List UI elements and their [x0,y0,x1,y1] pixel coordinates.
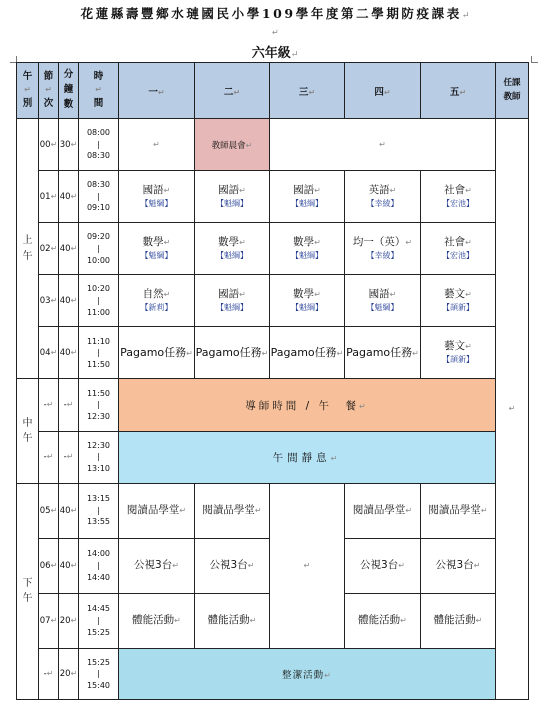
period-number: 01↵ [39,171,59,223]
schedule-cell: 均一（英）↵ 【幸綾】 [345,223,421,275]
schedule-cell: 閱讀品學堂↵ [119,483,195,538]
header-row [17,63,529,119]
schedule-cell: Pagamo任務↵ [270,327,345,379]
schedule-cell: Pagamo任務↵ [345,327,421,379]
header-sub-teacher: 任課 教師 [496,63,529,119]
schedule-cell: 閱讀品學堂↵ [345,483,421,538]
schedule-cell: 數學↵ 【魁綱】 [119,223,195,275]
schedule-cell: 自然↵ 【新莉】 [119,275,195,327]
document-title: 花蓮縣壽豐鄉水璉國民小學109學年度第二學期防疫課表↵ [80,6,470,21]
period-time: 13:15 | 13:55 [79,483,119,538]
grade-title: 六年級↵ [251,46,299,61]
header-time: 時 ↵ 間 [79,63,119,119]
period-number: 04↵ [39,327,59,379]
period-minutes: -↵ [59,431,79,483]
schedule-cell: 社會↵ 【宏池】 [421,223,496,275]
schedule-cell-lunch: 導師時間 / 午 餐↵ [119,379,496,431]
period-minutes: 40↵ [59,275,79,327]
schedule-cell: 閱讀品學堂↵ [195,483,270,538]
period-time: 11:10 | 11:50 [79,327,119,379]
period-minutes: -↵ [59,379,79,431]
schedule-cell: 體能活動↵ [421,593,496,648]
section-noon: 中 午 [17,379,39,483]
period-time: 12:30 | 13:10 [79,431,119,483]
table-row [17,119,529,171]
period-minutes: 40↵ [59,538,79,593]
period-number: 02↵ [39,223,59,275]
paragraph-mark: ↵ [461,11,470,21]
period-number: 05↵ [39,483,59,538]
schedule-cell: 英語↵ 【幸綾】 [345,171,421,223]
table-row [17,223,529,275]
paragraph-mark: ↵ [272,28,279,37]
schedule-cell: 數學↵ 【魁綱】 [195,223,270,275]
period-time: 08:30 | 09:10 [79,171,119,223]
period-time: 14:45 | 15:25 [79,593,119,648]
schedule-cell: 藝文↵ 【頡新】 [421,275,496,327]
schedule-cell: 社會↵ 【宏池】 [421,171,496,223]
section-morning: 上 午 [17,119,39,379]
header-period-no: 節 ↵ 次 [39,63,59,119]
schedule-cell-meeting: 教師晨會↵ [195,119,270,171]
schedule-cell: 體能活動↵ [345,593,421,648]
period-minutes: 20↵ [59,593,79,648]
period-time: 14:00 | 14:40 [79,538,119,593]
header-day-fri: 五↵ [421,63,496,119]
header-minutes: 分 鐘 數 [59,63,79,119]
period-minutes: 40↵ [59,483,79,538]
period-time: 09:20 | 10:00 [79,223,119,275]
schedule-cell: 公視3台↵ [421,538,496,593]
period-minutes: 30↵ [59,119,79,171]
header-day-mon: 一↵ [119,63,195,119]
schedule-cell: 公視3台↵ [195,538,270,593]
period-time: 11:50 | 12:30 [79,379,119,431]
timetable [16,62,529,700]
period-number: 00↵ [39,119,59,171]
header-day-thu: 四↵ [345,63,421,119]
period-number: 03↵ [39,275,59,327]
schedule-cell: 國語↵ 【魁綱】 [195,275,270,327]
period-number: 06↵ [39,538,59,593]
period-minutes: 40↵ [59,327,79,379]
schedule-cell: 公視3台↵ [119,538,195,593]
schedule-cell-empty: ↵ [270,483,345,648]
schedule-cell-cleanup: 整潔活動↵ [119,648,496,699]
schedule-cell: 體能活動↵ [119,593,195,648]
section-afternoon: 下 午 [17,483,39,699]
paragraph-mark: ↵ [290,50,299,60]
schedule-cell-empty: ↵ [270,119,496,171]
period-time: 15:25 | 15:40 [79,648,119,699]
period-time: 08:00 | 08:30 [79,119,119,171]
schedule-cell: 藝文↵ 【頡新】 [421,327,496,379]
schedule-cell: 公視3台↵ [345,538,421,593]
schedule-cell: 國語↵ 【魁綱】 [195,171,270,223]
schedule-cell: 數學↵ 【魁綱】 [270,275,345,327]
table-row [17,648,529,699]
schedule-cell: 體能活動↵ [195,593,270,648]
header-period-group: 午 ↵ 別 [17,63,39,119]
schedule-cell: 閱讀品學堂↵ [421,483,496,538]
table-row [17,171,529,223]
schedule-cell: Pagamo任務↵ [195,327,270,379]
period-minutes: 40↵ [59,223,79,275]
period-number: -↵ [39,431,59,483]
period-time: 10:20 | 11:00 [79,275,119,327]
schedule-cell: Pagamo任務↵ [119,327,195,379]
period-minutes: 20↵ [59,648,79,699]
schedule-cell: 國語↵ 【魁綱】 [270,171,345,223]
header-day-tue: 二↵ [195,63,270,119]
sub-teacher-column: ↵ [496,119,529,700]
period-number: -↵ [39,379,59,431]
header-day-wed: 三↵ [270,63,345,119]
schedule-cell: 國語↵ 【魁綱】 [345,275,421,327]
schedule-cell: 數學↵ 【魁綱】 [270,223,345,275]
margin-corner-mark [531,56,538,63]
table-row [17,379,529,431]
table-row [17,483,529,538]
period-number: -↵ [39,648,59,699]
schedule-cell: 國語↵ 【魁綱】 [119,171,195,223]
period-minutes: 40↵ [59,171,79,223]
table-row [17,431,529,483]
schedule-cell-empty: ↵ [119,119,195,171]
schedule-cell-rest: 午間靜息↵ [119,431,496,483]
period-number: 07↵ [39,593,59,648]
table-row [17,327,529,379]
table-row [17,275,529,327]
